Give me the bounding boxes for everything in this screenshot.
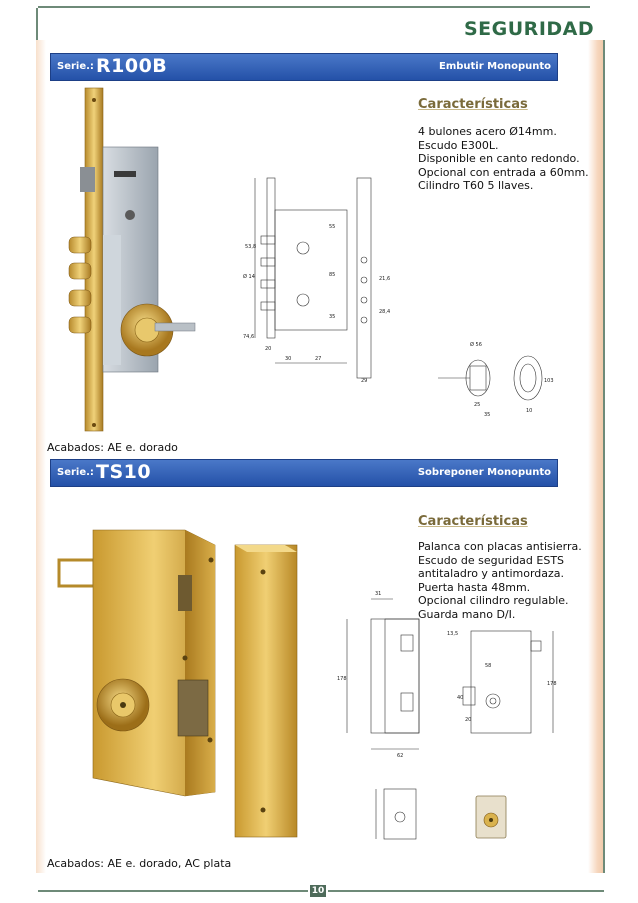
dim-label: 20	[265, 346, 272, 352]
serie-name: R100B	[96, 55, 168, 77]
dim-label: 55	[329, 224, 336, 230]
frame-top-left-line	[38, 6, 458, 8]
feature-item: Opcional cilindro regulable.	[418, 594, 569, 607]
footer-line-right	[328, 890, 604, 892]
feature-item: Escudo E300L.	[418, 138, 499, 152]
feature-item: Disponible en canto redondo.	[418, 152, 580, 165]
technical-drawing-r100b	[225, 168, 410, 388]
dim-label: 58	[485, 663, 492, 669]
dim-label: 35	[329, 314, 336, 320]
feature-item: Escudo de seguridad ESTS	[418, 553, 565, 567]
dim-label: 62	[397, 753, 404, 759]
footer-line-left	[38, 890, 308, 892]
dim-label: 13,5	[447, 631, 459, 637]
finish-text: Acabados: AE e. dorado, AC plata	[47, 857, 232, 870]
characteristics-title: Características	[418, 514, 528, 529]
dim-label: 74,6	[243, 334, 255, 340]
dim-label: 178	[337, 676, 347, 682]
product2-header-bar	[50, 459, 558, 487]
serie-label: Serie.:	[57, 467, 94, 478]
characteristics-title: Características	[418, 97, 528, 112]
dim-label: 20	[465, 717, 472, 723]
serie-label: Serie.:	[57, 61, 94, 72]
escutcheon-small-image	[468, 790, 518, 850]
features-list	[418, 125, 589, 193]
feature-item: 4 bulones acero Ø14mm.	[418, 125, 557, 138]
dim-label: 29	[361, 378, 368, 384]
frame-right-line	[603, 40, 605, 873]
dim-label: 178	[547, 681, 557, 687]
product-type: Sobreponer Monopunto	[417, 467, 551, 478]
feature-item: Cilindro T60 5 llaves.	[418, 179, 534, 192]
escutcheon-small-drawing	[370, 785, 430, 845]
dim-label: Ø 14	[243, 274, 255, 280]
dim-label: 25	[474, 402, 481, 408]
mortise-lock-image	[55, 85, 205, 435]
surface-lock-image	[55, 520, 310, 840]
feature-item: Palanca con placas antisierra.	[418, 540, 582, 553]
product-type: Embutir Monopunto	[438, 61, 551, 72]
page-number: 10	[311, 886, 325, 896]
section-title: SEGURIDAD	[464, 18, 595, 40]
dim-label: 30	[285, 356, 292, 362]
right-band	[588, 40, 604, 873]
dim-label: 85	[329, 272, 336, 278]
dim-label: 40	[457, 695, 464, 701]
dim-label: 35	[484, 412, 491, 418]
dim-label: 21,6	[379, 276, 391, 282]
feature-item: Opcional con entrada a 60mm.	[418, 165, 589, 179]
left-band	[36, 40, 46, 873]
dim-label: 103	[544, 378, 554, 384]
frame-top-right-line	[440, 6, 590, 8]
features-list	[418, 540, 582, 621]
dim-label: 53,8	[245, 244, 257, 250]
feature-item: antitaladro y antimordaza.	[418, 567, 565, 580]
dim-label: 31	[375, 591, 382, 597]
product1-header-bar	[50, 53, 558, 81]
dim-label: 28,4	[379, 309, 391, 315]
escutcheon-drawing	[430, 340, 554, 420]
feature-item: Guarda mano D/I.	[418, 607, 516, 621]
feature-item: Puerta hasta 48mm.	[418, 580, 531, 594]
dim-label: 10	[526, 408, 533, 414]
dim-label: 27	[315, 356, 322, 362]
serie-name: TS10	[96, 461, 152, 483]
finish-text: Acabados: AE e. dorado	[47, 441, 178, 454]
dim-label: Ø 56	[470, 342, 482, 348]
